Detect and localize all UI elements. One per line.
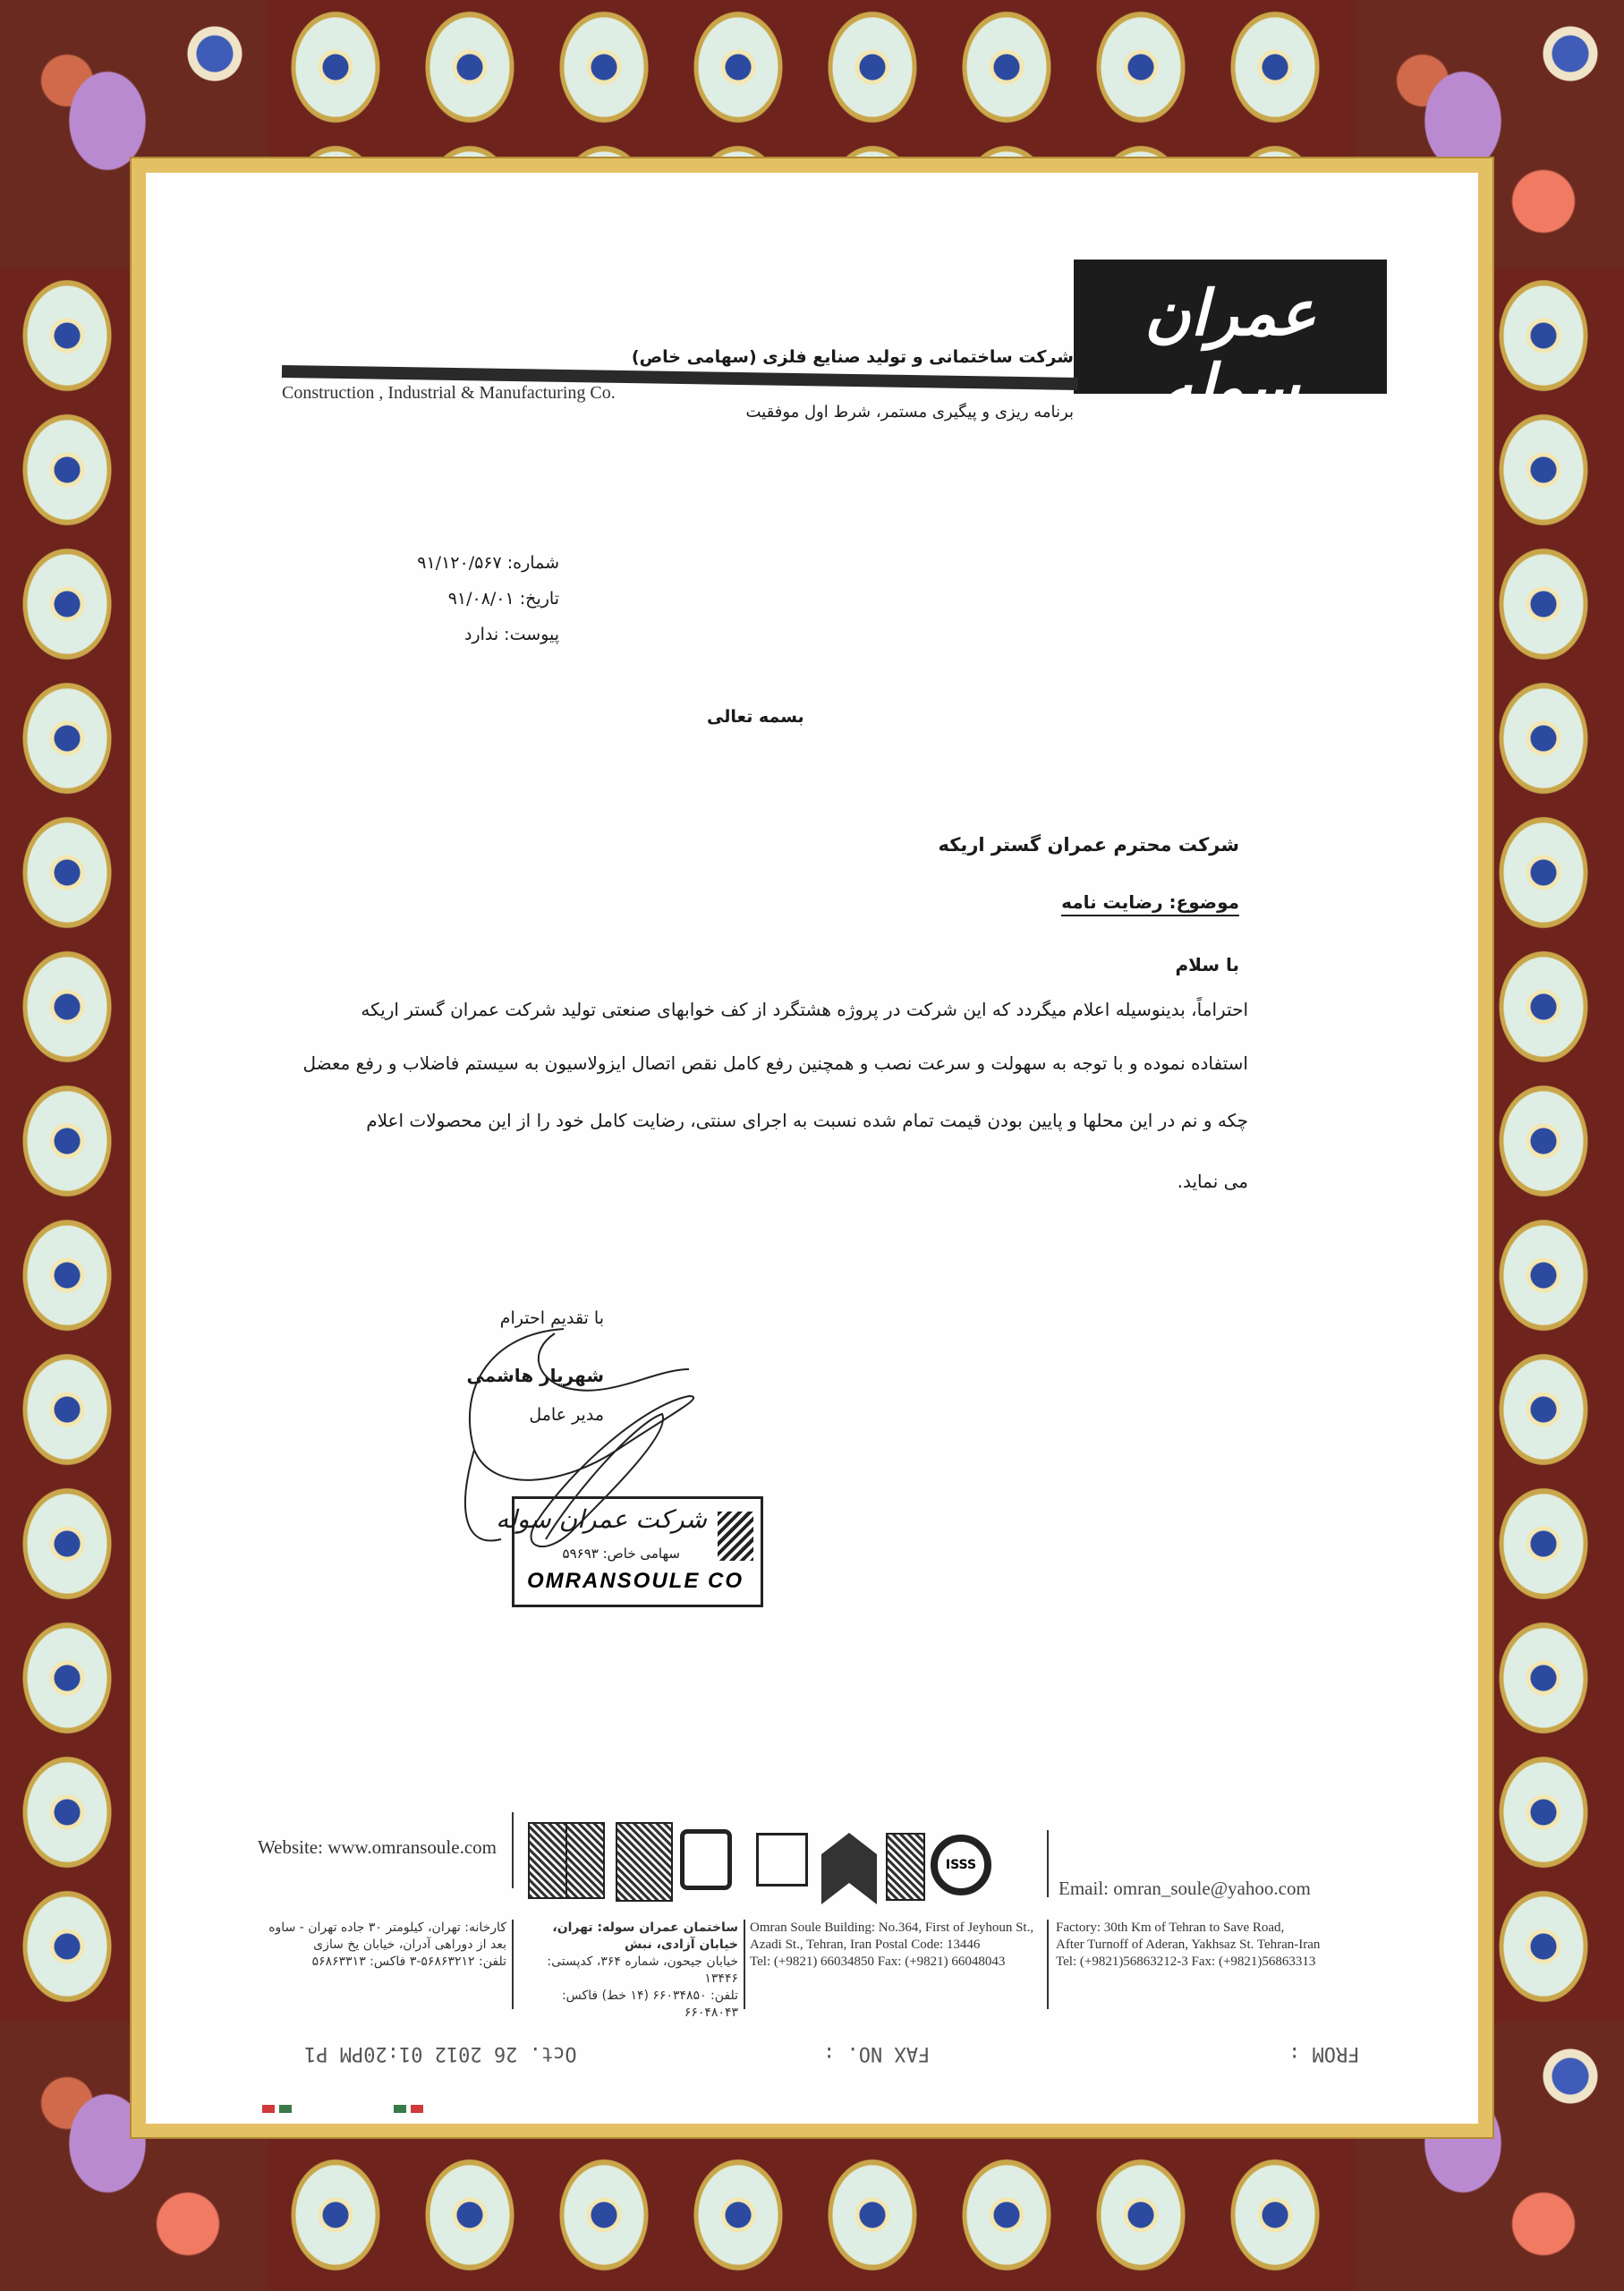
slogan: برنامه ریزی و پیگیری مستمر، شرط اول موفقیت xyxy=(745,403,1074,422)
signatory-name: شهریار هاشمی xyxy=(466,1365,604,1386)
certification-logo xyxy=(680,1829,732,1890)
logo-text: عمران سوله xyxy=(1144,276,1316,424)
isss-logo: ISSS xyxy=(931,1835,991,1895)
letter-paper xyxy=(146,173,1478,2124)
fax-from-label: FROM : xyxy=(1288,2042,1360,2065)
greeting: با سلام xyxy=(1175,954,1239,975)
color-mark xyxy=(411,2105,423,2113)
address-line: بعد از دوراهی آدران، خیابان یخ سازی xyxy=(313,1938,506,1952)
color-mark xyxy=(262,2105,275,2113)
divider xyxy=(744,1920,745,2009)
date-value: ۹۱/۰۸/۰۱ xyxy=(447,589,514,609)
address-line: تلفن: ۶۶۰۳۴۸۵۰ (۱۴ خط) فاکس: ۶۶۰۴۸۰۴۳ xyxy=(561,1989,738,2020)
factory-address-en xyxy=(1056,1920,1467,1971)
fax-timestamp: Oct. 26 2012 01:20PM P1 xyxy=(304,2042,577,2065)
address-line: Factory: 30th Km of Tehran to Save Road, xyxy=(1056,1921,1285,1935)
certification-logo xyxy=(756,1833,808,1886)
office-address-fa xyxy=(519,1920,738,2022)
stamp-name-en: OMRANSOULE CO xyxy=(527,1569,744,1593)
address-line: کارخانه: تهران، کیلومتر ۳۰ جاده تهران - ساوه xyxy=(268,1921,506,1935)
number-value: ۹۱/۱۲۰/۵۶۷ xyxy=(417,553,502,573)
address-line: Tel: (+9821)56863212-3 Fax: (+9821)56863313 xyxy=(1056,1955,1316,1969)
company-logo xyxy=(1074,260,1387,424)
color-mark xyxy=(279,2105,292,2113)
letter-number xyxy=(417,553,559,573)
address-line: ساختمان عمران سوله: تهران، خیابان آزادی، نبش xyxy=(552,1921,738,1952)
certification-logo xyxy=(616,1822,673,1902)
address-line: تلفن: ۵۶۸۶۳۲۱۲-۳ فاکس: ۵۶۸۶۳۳۱۳ xyxy=(311,1955,506,1969)
body-line: احتراماً، بدینوسیله اعلام میگردد که این شرکت در پروژه هشتگرد از کف خوابهای صنعتی تولید شرکت عمران گستر اریکه xyxy=(361,999,1248,1020)
color-mark xyxy=(394,2105,406,2113)
letter-attachment xyxy=(464,625,559,644)
address-line: After Turnoff of Aderan, Yakhsaz St. Tehran-Iran xyxy=(1056,1938,1321,1952)
stamp-registration: سهامی خاص: ۵۹۶۹۳ xyxy=(562,1546,680,1562)
date-label: تاریخ: xyxy=(519,589,559,609)
letter-date xyxy=(448,589,559,609)
company-name-en: Construction , Industrial & Manufacturing Co. xyxy=(282,383,616,403)
closing: با تقدیم احترام xyxy=(499,1308,604,1328)
divider xyxy=(1047,1830,1049,1897)
body-line: استفاده نموده و با توجه به سهولت و سرعت نصب و همچنین رفع کامل نقص اتصال ایزولاسیون به سیستم فاضلاب و رفع معضل xyxy=(302,1052,1248,1074)
company-name-fa: شرکت ساختمانی و تولید صنایع فلزی (سهامی خاص) xyxy=(631,347,1074,367)
stamp-emblem-icon xyxy=(718,1512,753,1561)
factory-address-fa xyxy=(161,1920,506,1971)
divider xyxy=(512,1812,514,1888)
fax-number-label: FAX NO. : xyxy=(823,2042,931,2065)
address-line: Omran Soule Building: No.364, First of Jeyhoun St., xyxy=(750,1921,1034,1935)
website: Website: www.omransoule.com xyxy=(258,1836,497,1858)
certification-logo xyxy=(886,1833,925,1901)
divider xyxy=(512,1920,514,2009)
address-line: Azadi St., Tehran, Iran Postal Code: 13446 xyxy=(750,1938,981,1952)
office-address-en xyxy=(750,1920,1042,1971)
recipient: شرکت محترم عمران گستر اریکه xyxy=(938,834,1239,856)
certification-logo xyxy=(565,1822,605,1899)
signatory-title: مدیر عامل xyxy=(529,1405,604,1425)
attachment-label: پیوست: xyxy=(504,625,559,644)
invocation: بسمه تعالی xyxy=(707,707,804,727)
company-stamp xyxy=(496,1496,763,1607)
certification-logo xyxy=(528,1822,567,1899)
subject: موضوع: رضایت نامه xyxy=(1061,891,1239,916)
stamp-company: شرکت عمران سوله xyxy=(496,1504,707,1534)
address-line: Tel: (+9821) 66034850 Fax: (+9821) 66048043 xyxy=(750,1955,1006,1969)
number-label: شماره: xyxy=(506,553,559,573)
body-line: چکه و نم در این محلها و پایین بودن قیمت تمام شده نسبت به اجرای سنتی، رضایت کامل خود را از این محصولات اعلام xyxy=(366,1110,1248,1131)
attachment-value: ندارد xyxy=(463,625,499,644)
divider xyxy=(1047,1920,1049,2009)
email: Email: omran_soule@yahoo.com xyxy=(1059,1878,1311,1899)
address-line: خیابان جیحون، شماره ۳۶۴، کدپستی: ۱۳۴۴۶ xyxy=(547,1955,738,1986)
body-line: می نماید. xyxy=(1177,1171,1248,1192)
